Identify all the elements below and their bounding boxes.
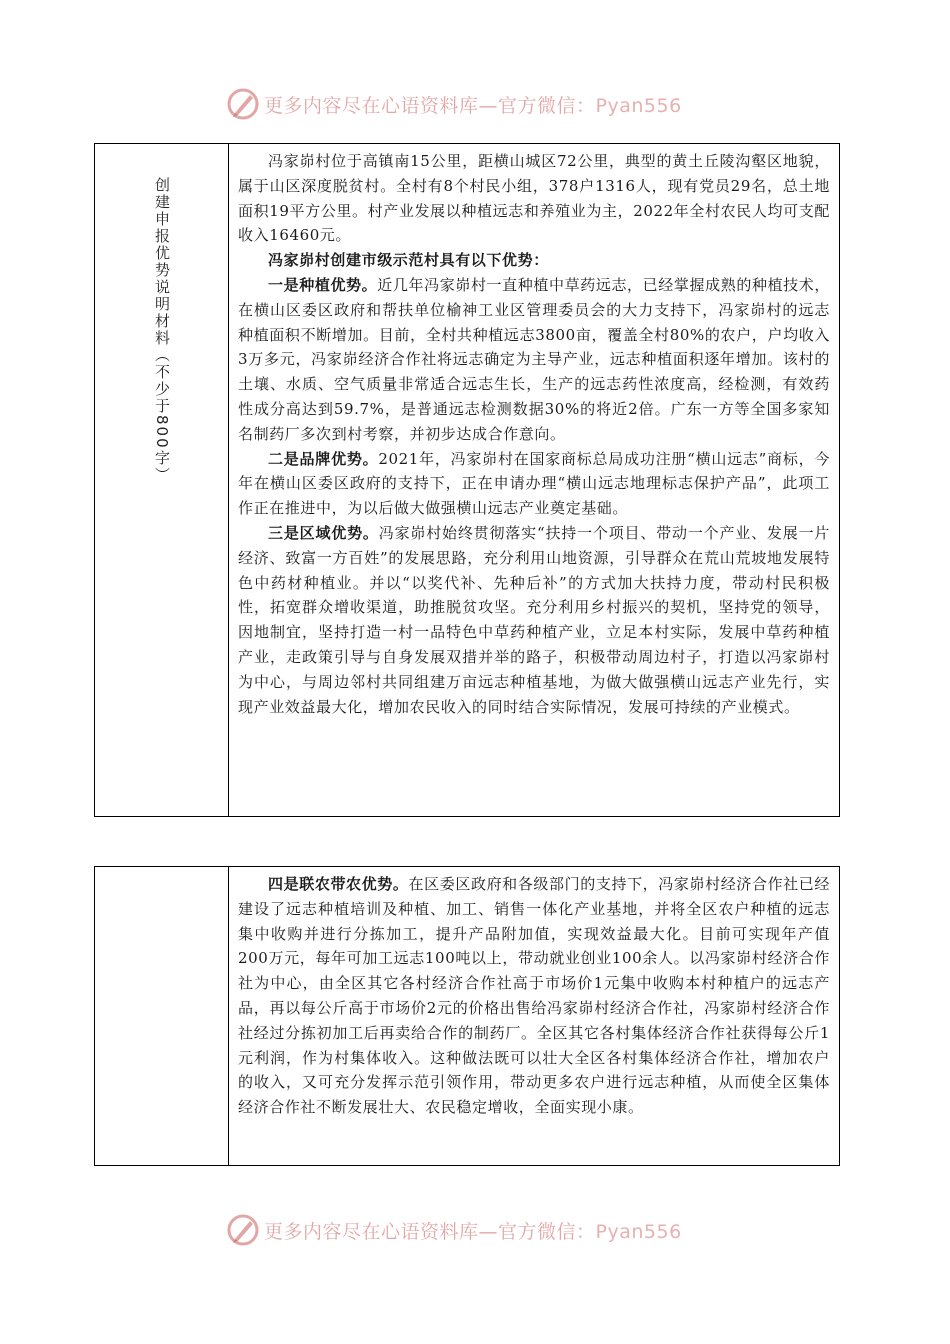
- content-cell: [229, 144, 840, 817]
- section-content: [229, 144, 839, 719]
- watermark-header: [226, 86, 726, 122]
- paragraph-region: 三是区域优势。冯家峁村始终贯彻落实“扶持一个项目、带动一个产业、发展一片经济、致富一方百姓”的发展思路，充分利用山地资源，引导群众在荒山荒坡地发展特色中药材种植业。并以“以奖代补、先种后补”的方式加大扶持力度，带动村民积极性，拓宽群众增收渠道，助推脱贫攻坚。充分利用乡村振兴的契机，坚持党的领导，因地制宜，坚持打造一村一品特色中草药种植产业，立足本村实际，发展中草药种植产业，走政策引导与自身发展双措并举的路子，积极带动周边村子，打造以冯家峁村为中心，与周边邻村共同组建万亩远志种植基地，为做大做强横山远志产业先行，实现产业效益最大化，增加农民收入的同时结合实际情况，发展可持续的产业模式。: [238, 523, 830, 716]
- paragraph-farmers: 四是联农带农优势。在区委区政府和各级部门的支持下，冯家峁村经济合作社已经建设了远志种植培训及种植、加工、销售一体化产业基地，并将全区农户种植的远志集中收购并进行分拣加工，提升产品附加值，实现效益最大化。目前可实现年产值200万元，每年可加工远志100吨以上，带动就业创业100余人。以冯家峁村经济合作社为中心，由全区其它各村经济合作社高于市场价1元集中收购本村种植户的远志产品，再以每公斤高于市场价2元的价格出售给冯家峁村经济合作社，冯家峁村经济合作社经过分拣初加工后再卖给合作的制药厂。全区其它各村集体经济合作社获得每公斤1元利润，作为村集体收入。这种做法既可以壮大全区各村集体经济合作社，增加农户的收入，又可充分发挥示范引领作用，带动更多农户进行远志种植，从而使全区集体经济合作社不断发展壮大、农民稳定增收，全面实现小康。: [238, 875, 831, 1117]
- label-cell: [95, 144, 229, 817]
- form-table-2: [94, 866, 840, 1166]
- paragraph-intro: 冯家峁村位于高镇南15公里，距横山城区72公里，典型的黄土丘陵沟壑区地貌，属于山区深度脱贫村。全村有8个村民小组，378户1316人，现有党员29名，总土地面积19平方公里。村产业发展以种植远志和养殖业为主，2022年全村农民人均可支配收入16460元。: [238, 152, 830, 245]
- pen-logo-icon: [226, 1213, 260, 1247]
- watermark-text: 更多内容尽在心语资料库—官方微信：Pyan556: [264, 1220, 682, 1243]
- watermark-id: Pyan556: [595, 94, 682, 117]
- watermark-text: 更多内容尽在心语资料库—官方微信：Pyan556: [264, 94, 682, 117]
- paragraph-brand: 二是品牌优势。2021年，冯家峁村在国家商标总局成功注册“横山远志”商标，今年在横山区委区政府的支持下，正在申请办理“横山远志地理标志保护产品”，此项工作正在推进中，为以后做大做强横山远志产业奠定基础。: [238, 449, 830, 518]
- section-content: [229, 867, 839, 1120]
- watermark-id: Pyan556: [595, 1220, 682, 1243]
- form-table-1: [94, 143, 840, 817]
- paragraph-planting: 一是种植优势。近几年冯家峁村一直种植中草药远志，已经掌握成熟的种植技术，在横山区委区政府和帮扶单位榆神工业区管理委员会的大力支持下，冯家峁村的远志种植面积不断增加。目前，全村共种植远志3800亩，覆盖全村80%的农户，户均收入3万多元，冯家峁经济合作社将远志确定为主导产业，远志种植面积逐年增加。该村的土壤、水质、空气质量非常适合远志生长，生产的远志药性浓度高，经检测，有效药性成分高达到59.7%，是普通远志检测数据30%的将近2倍。广东一方等全国多家知名制药厂多次到村考察，并初步达成合作意向。: [238, 275, 830, 443]
- pen-logo-icon: [226, 87, 260, 121]
- paragraph-heading: 冯家峁村创建市级示范村具有以下优势：: [268, 251, 549, 270]
- content-cell: [229, 867, 840, 1166]
- section-label: 创建申报优势说明材料（不少于800字）: [153, 177, 171, 484]
- watermark-footer: [226, 1212, 726, 1248]
- label-cell-empty: [95, 867, 229, 1166]
